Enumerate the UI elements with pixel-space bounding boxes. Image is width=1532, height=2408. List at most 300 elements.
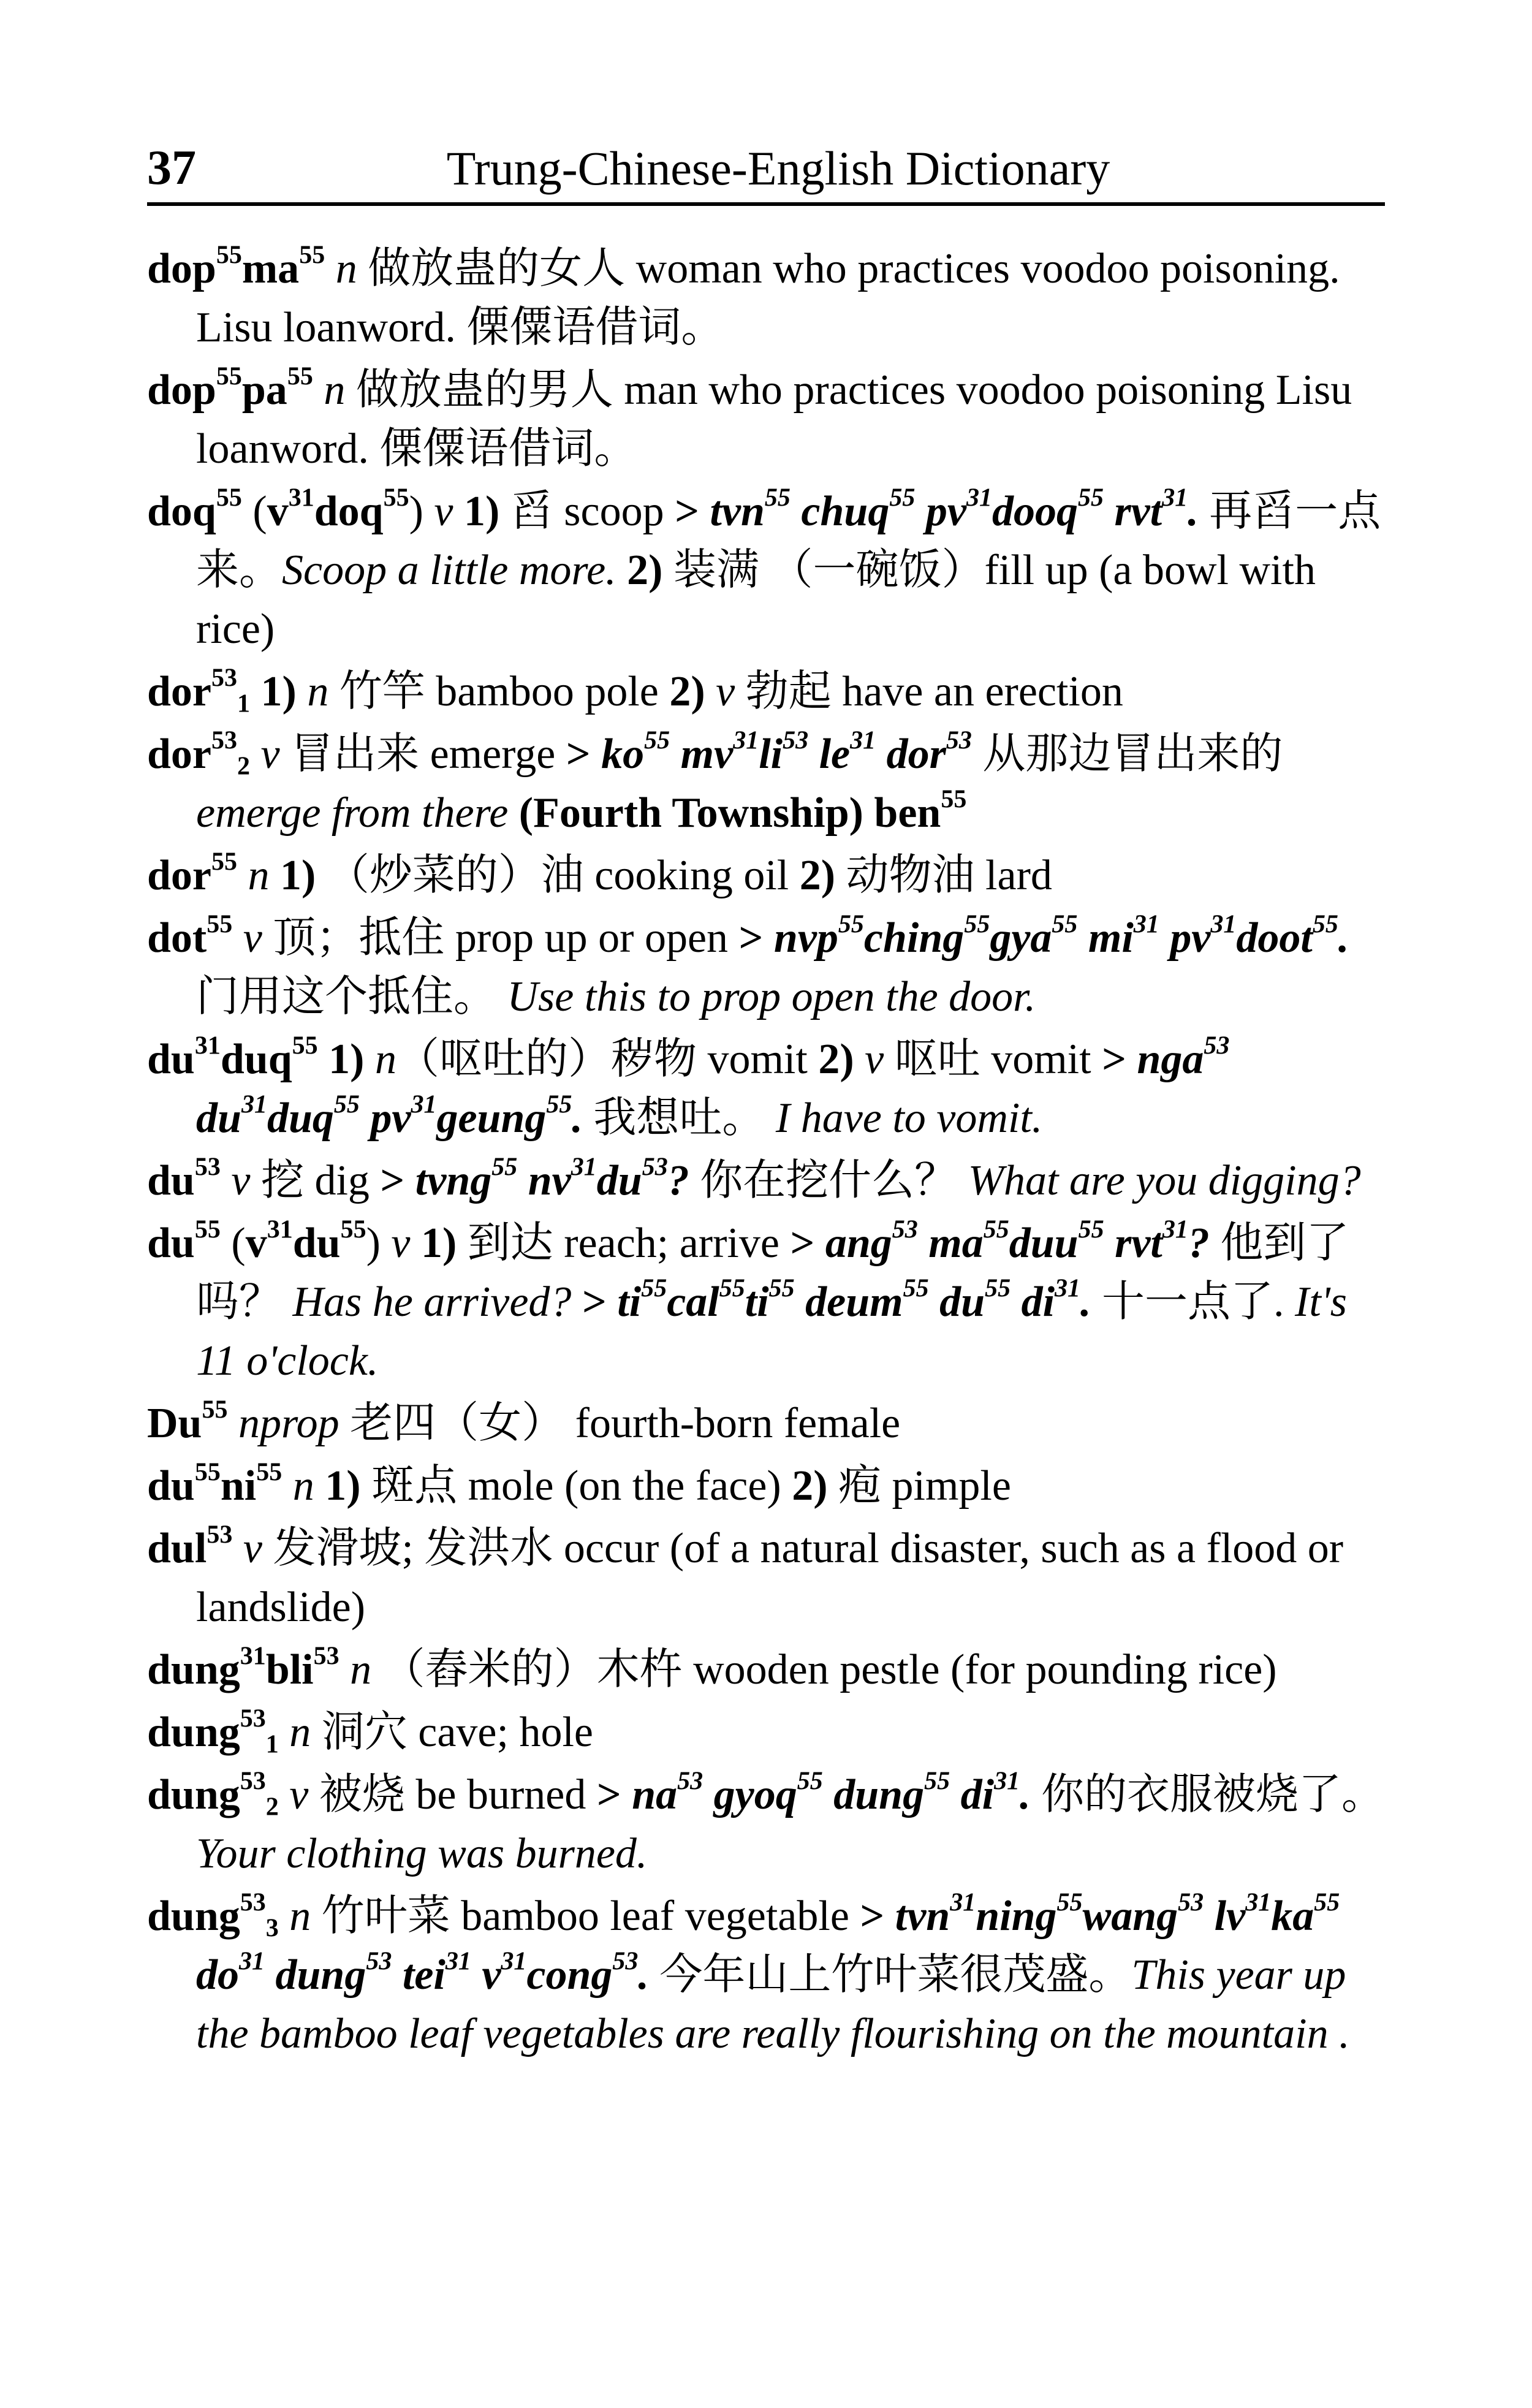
- dictionary-entry: [147, 1519, 1385, 1637]
- tone-superscript: 53: [783, 726, 809, 755]
- entry-text: du: [147, 1462, 195, 1510]
- entry-text: 2): [799, 852, 836, 899]
- entry-text: na: [632, 1771, 678, 1818]
- entry-text: nprop: [238, 1400, 339, 1447]
- tone-superscript: 55: [256, 1458, 283, 1487]
- entry-text: 1): [260, 668, 297, 715]
- entry-text: ti: [617, 1278, 642, 1326]
- entry-text: 1): [463, 488, 500, 535]
- entry-text: v: [245, 1220, 267, 1267]
- entry-text: [339, 1646, 351, 1693]
- tone-superscript: 55: [889, 484, 916, 512]
- homonym-subscript: 3: [265, 1914, 279, 1943]
- entry-text: v: [243, 1525, 262, 1572]
- entry-text: n: [324, 367, 346, 414]
- entry-text: 斑点 mole (on the face): [360, 1462, 792, 1510]
- tone-superscript: 55: [1056, 1888, 1083, 1917]
- tone-superscript: 55: [292, 1031, 318, 1060]
- tone-superscript: 55: [1312, 910, 1338, 939]
- homonym-subscript: 1: [237, 689, 250, 718]
- entry-text: 疱 pimple: [827, 1462, 1011, 1510]
- tone-superscript: 53: [892, 1215, 918, 1244]
- tone-superscript: 53: [240, 1888, 266, 1917]
- entry-text: v: [391, 1220, 411, 1267]
- entry-text: Use this to prop open the door.: [507, 973, 1036, 1020]
- entry-text: .: [1080, 1278, 1091, 1326]
- tone-superscript: 55: [383, 484, 409, 512]
- tone-superscript: 55: [983, 1215, 1009, 1244]
- entry-text: >: [582, 1278, 607, 1326]
- tone-superscript: 53: [240, 1767, 266, 1796]
- entry-text: geung: [436, 1095, 547, 1142]
- entry-text: 你在挖什么？: [689, 1157, 968, 1204]
- entry-text: It's 11 o'clock.: [196, 1278, 1347, 1384]
- entry-text: 竹竿 bamboo pole: [328, 668, 670, 715]
- tone-superscript: 31: [239, 1947, 265, 1976]
- dictionary-entry: [147, 846, 1385, 905]
- tone-superscript: 31: [950, 1888, 976, 1917]
- entry-text: deum: [794, 1278, 903, 1326]
- entry-text: This year up the bamboo leaf vegetables are really flourishing on the mountain .: [196, 1951, 1350, 2057]
- entry-text: (: [241, 488, 267, 535]
- entry-text: [318, 1036, 329, 1083]
- entry-text: cal: [667, 1278, 719, 1326]
- tone-superscript: 55: [194, 1215, 221, 1244]
- tone-superscript: 31: [267, 1215, 293, 1244]
- entry-text: [854, 1036, 865, 1083]
- dictionary-entry: [147, 1030, 1385, 1148]
- tone-superscript: 55: [924, 1767, 950, 1796]
- entry-text: ma: [917, 1220, 984, 1267]
- entry-text: dop: [147, 245, 216, 292]
- tone-superscript: 55: [1077, 484, 1104, 512]
- entry-text: dop: [147, 367, 216, 414]
- tone-superscript: 55: [1052, 910, 1078, 939]
- entry-text: 我想吐。: [582, 1095, 776, 1142]
- entry-text: pv: [359, 1095, 411, 1142]
- entry-text: v: [716, 668, 735, 715]
- entry-text: What are you digging?: [968, 1157, 1361, 1204]
- tone-superscript: 53: [642, 1153, 668, 1182]
- entry-text: 门用这个抵住。: [196, 973, 507, 1020]
- entry-text: 勃起 have an erection: [735, 668, 1123, 715]
- tone-superscript: 31: [240, 1642, 266, 1671]
- entry-text: 1): [328, 1036, 365, 1083]
- entry-text: nga: [1137, 1036, 1204, 1083]
- entry-text: nvp: [773, 914, 838, 962]
- entry-text: n: [335, 245, 357, 292]
- entry-text: tvng: [415, 1157, 492, 1204]
- entry-text: n: [350, 1646, 372, 1693]
- entry-text: [232, 1525, 243, 1572]
- entry-text: lv: [1204, 1893, 1246, 1940]
- entry-text: chuq: [790, 488, 890, 535]
- dictionary-entry: [147, 1887, 1385, 2064]
- entry-text: du: [147, 1157, 195, 1204]
- tone-superscript: 31: [994, 1767, 1020, 1796]
- entry-text: [1126, 1036, 1137, 1083]
- tone-superscript: 55: [719, 1274, 745, 1303]
- entry-text: du: [196, 1095, 241, 1142]
- dictionary-entry: [147, 663, 1385, 721]
- entry-text: Has he arrived?: [292, 1278, 572, 1326]
- entry-text: [763, 914, 774, 962]
- entry-text: [404, 1157, 415, 1204]
- tone-superscript: 55: [838, 910, 864, 939]
- dictionary-entry: [147, 1394, 1385, 1453]
- entry-text: v: [434, 488, 453, 535]
- page-header: [147, 141, 1385, 206]
- entry-text: v: [267, 488, 289, 535]
- entry-text: .: [638, 1951, 649, 1999]
- entry-text: tvn: [895, 1893, 950, 1940]
- entry-text: 竹叶菜 bamboo leaf vegetable: [311, 1893, 860, 1940]
- entry-text: ko: [601, 731, 645, 778]
- tone-superscript: 31: [288, 484, 314, 512]
- entry-text: ning: [976, 1893, 1057, 1940]
- dictionary-page: [147, 141, 1385, 2067]
- tone-superscript: 55: [211, 848, 237, 876]
- entry-text: .: [1338, 914, 1349, 962]
- entry-text: [297, 668, 308, 715]
- tone-superscript: 31: [1055, 1274, 1081, 1303]
- entry-text: (Fourth Township) ben: [518, 789, 941, 837]
- entry-text: du: [147, 1036, 195, 1083]
- tone-superscript: 31: [1162, 484, 1188, 512]
- tone-superscript: 53: [612, 1947, 639, 1976]
- entry-text: v: [231, 1157, 251, 1204]
- tone-superscript: 31: [445, 1947, 471, 1976]
- entry-text: [410, 1220, 421, 1267]
- entry-text: [250, 668, 261, 715]
- entry-text: cong: [526, 1951, 613, 1999]
- entry-text: 你的衣服被烧了。: [1030, 1771, 1385, 1818]
- tone-superscript: 55: [216, 241, 242, 270]
- entry-text: (: [220, 1220, 246, 1267]
- entry-text: 舀 scoop: [499, 488, 675, 535]
- tone-superscript: 55: [641, 1274, 667, 1303]
- entry-text: mv: [670, 731, 734, 778]
- tone-superscript: 55: [941, 785, 967, 814]
- tone-superscript: 55: [491, 1153, 518, 1182]
- entry-text: （呕吐的）秽物 vomit: [396, 1036, 819, 1083]
- entry-text: dor: [876, 731, 946, 778]
- tone-superscript: 55: [903, 1274, 929, 1303]
- dictionary-entry: [147, 725, 1385, 843]
- entry-text: v: [865, 1036, 884, 1083]
- entry-text: ching: [863, 914, 965, 962]
- entry-text: dot: [147, 914, 207, 962]
- entry-text: dul: [147, 1525, 207, 1572]
- tone-superscript: 31: [1162, 1215, 1188, 1244]
- entry-text: ma: [241, 245, 300, 292]
- entry-text: n: [374, 1036, 396, 1083]
- entry-text: v: [243, 914, 262, 962]
- entry-text: dor: [147, 731, 211, 778]
- tone-superscript: 53: [677, 1767, 703, 1796]
- entry-text: 做放蛊的男人 man who practices voodoo poisoning Lisu loanword. 傈僳语借词。: [196, 367, 1352, 473]
- tone-superscript: 55: [207, 910, 233, 939]
- entry-text: 发滑坡; 发洪水 occur (of a natural disaster, such as a flood or landslide): [196, 1525, 1344, 1631]
- entry-text: 被烧 be burned: [308, 1771, 597, 1818]
- tone-superscript: 53: [1204, 1031, 1230, 1060]
- entry-text: [279, 1709, 290, 1756]
- entry-text: 1): [325, 1462, 361, 1510]
- tone-superscript: 55: [546, 1090, 572, 1119]
- entry-text: [453, 488, 464, 535]
- entry-text: 老四（女） fourth-born female: [339, 1400, 901, 1447]
- entry-text: pa: [241, 367, 287, 414]
- entry-text: [325, 245, 336, 292]
- dictionary-entry: [147, 482, 1385, 659]
- tone-superscript: 31: [501, 1947, 527, 1976]
- entry-text: doq: [314, 488, 384, 535]
- entry-text: [250, 731, 261, 778]
- entry-text: [279, 1771, 290, 1818]
- entry-text: [221, 1157, 232, 1204]
- entry-text: 动物油 lard: [835, 852, 1052, 899]
- entry-text: rvt: [1104, 1220, 1162, 1267]
- entry-text: 1): [420, 1220, 457, 1267]
- entry-text: 到达 reach; arrive: [457, 1220, 791, 1267]
- entry-text: dooq: [992, 488, 1078, 535]
- homonym-subscript: 2: [265, 1793, 279, 1821]
- entry-text: [607, 1278, 618, 1326]
- dictionary-entry: [147, 909, 1385, 1027]
- entry-text: 冒出来 emerge: [279, 731, 566, 778]
- entry-text: tei: [392, 1951, 446, 1999]
- entry-text: ): [366, 1220, 392, 1267]
- entry-text: du: [928, 1278, 985, 1326]
- entry-text: 1): [280, 852, 316, 899]
- entry-text: dung: [265, 1951, 366, 1999]
- tone-superscript: 55: [202, 1396, 228, 1424]
- tone-superscript: 55: [985, 1274, 1011, 1303]
- entry-text: [313, 367, 324, 414]
- tone-superscript: 53: [240, 1704, 266, 1733]
- entry-text: pv: [915, 488, 966, 535]
- entry-text: [814, 1220, 825, 1267]
- entry-text: Your clothing was burned.: [196, 1830, 648, 1877]
- entry-text: dung: [147, 1646, 240, 1693]
- dictionary-entry: [147, 1152, 1385, 1210]
- entry-text: pv: [1159, 914, 1211, 962]
- entry-text: 顶；抵住 prop up or open: [262, 914, 739, 962]
- homonym-subscript: 1: [265, 1730, 279, 1759]
- page-number: 37: [147, 141, 196, 195]
- entry-text: ka: [1271, 1893, 1314, 1940]
- tone-superscript: 31: [241, 1090, 267, 1119]
- entry-text: [237, 852, 248, 899]
- tone-superscript: 31: [194, 1031, 221, 1060]
- entry-text: v: [260, 731, 280, 778]
- entry-text: n: [292, 1462, 314, 1510]
- entry-text: n: [307, 668, 329, 715]
- entry-text: n: [289, 1893, 311, 1940]
- entry-text: 十一点了.: [1091, 1278, 1295, 1326]
- entry-text: [232, 914, 243, 962]
- entry-text: .: [572, 1095, 583, 1142]
- tone-superscript: 55: [216, 362, 242, 391]
- tone-superscript: 53: [313, 1642, 339, 1671]
- running-title: Trung-Chinese-English Dictionary: [446, 142, 1110, 195]
- entry-text: 挖 dig: [250, 1157, 381, 1204]
- entry-text: gyoq: [703, 1771, 797, 1818]
- tone-superscript: 31: [411, 1090, 437, 1119]
- tone-superscript: 53: [207, 1521, 233, 1549]
- entry-text: [314, 1462, 325, 1510]
- entry-text: [591, 731, 602, 778]
- tone-superscript: 31: [733, 726, 759, 755]
- entry-text: （炒菜的）油 cooking oil: [316, 852, 800, 899]
- tone-superscript: 55: [194, 1458, 221, 1487]
- entry-text: di: [950, 1771, 995, 1818]
- entry-text: [279, 1893, 290, 1940]
- entry-text: 洞穴 cave; hole: [311, 1709, 593, 1756]
- entry-text: >: [790, 1220, 815, 1267]
- entry-text: duq: [267, 1095, 334, 1142]
- entry-text: ti: [745, 1278, 769, 1326]
- entry-text: dung: [147, 1771, 240, 1818]
- entry-text: doq: [147, 488, 216, 535]
- entry-text: wang: [1082, 1893, 1178, 1940]
- entry-text: n: [248, 852, 270, 899]
- dictionary-entry: [147, 1703, 1385, 1762]
- entry-text: >: [380, 1157, 405, 1204]
- tone-superscript: 53: [194, 1153, 221, 1182]
- tone-superscript: 31: [1245, 1888, 1272, 1917]
- entry-text: >: [1102, 1036, 1126, 1083]
- tone-superscript: 53: [211, 664, 237, 693]
- tone-superscript: 55: [797, 1767, 823, 1796]
- entry-text: Du: [147, 1400, 202, 1447]
- entry-text: tvn: [710, 488, 765, 535]
- tone-superscript: 55: [216, 484, 242, 512]
- entry-text: li: [759, 731, 783, 778]
- tone-superscript: 55: [1314, 1888, 1340, 1917]
- entry-text: [705, 668, 716, 715]
- tone-superscript: 53: [366, 1947, 392, 1976]
- entry-text: [364, 1036, 375, 1083]
- tone-superscript: 55: [764, 484, 791, 512]
- dictionary-entries: [147, 240, 1385, 2064]
- entry-text: 从那边冒出来的: [971, 731, 1283, 778]
- tone-superscript: 31: [850, 726, 876, 755]
- entry-text: ?: [1188, 1220, 1210, 1267]
- tone-superscript: 53: [211, 726, 237, 755]
- entry-text: nv: [517, 1157, 571, 1204]
- entry-text: [699, 488, 710, 535]
- dictionary-entry: [147, 1641, 1385, 1700]
- entry-text: ni: [220, 1462, 257, 1510]
- entry-text: n: [289, 1709, 311, 1756]
- tone-superscript: 31: [966, 484, 992, 512]
- dictionary-entry: [147, 361, 1385, 479]
- entry-text: 今年山上竹叶菜很茂盛。: [648, 1951, 1132, 1999]
- tone-superscript: 55: [340, 1215, 366, 1244]
- entry-text: （舂米的）木杵 wooden pestle (for pounding rice): [371, 1646, 1277, 1693]
- entry-text: 装满 （一碗饭）fill up (a bowl with rice): [196, 547, 1316, 653]
- entry-text: dung: [147, 1709, 240, 1756]
- entry-text: dung: [822, 1771, 925, 1818]
- entry-text: .: [1188, 488, 1199, 535]
- entry-text: 再舀一点来。: [196, 488, 1381, 594]
- entry-text: du: [596, 1157, 642, 1204]
- entry-text: 呕吐 vomit: [884, 1036, 1102, 1083]
- entry-text: duu: [1009, 1220, 1079, 1267]
- entry-text: dung: [147, 1893, 240, 1940]
- entry-text: [884, 1893, 895, 1940]
- entry-text: doot: [1236, 914, 1313, 962]
- entry-text: >: [860, 1893, 885, 1940]
- dictionary-entry: [147, 1457, 1385, 1516]
- entry-text: le: [808, 731, 851, 778]
- dictionary-entry: [147, 1214, 1385, 1391]
- tone-superscript: 31: [1133, 910, 1159, 939]
- tone-superscript: 55: [287, 362, 313, 391]
- entry-text: du: [292, 1220, 341, 1267]
- entry-text: bli: [265, 1646, 314, 1693]
- entry-text: 2): [669, 668, 705, 715]
- entry-text: .: [1020, 1771, 1031, 1818]
- dictionary-entry: [147, 240, 1385, 357]
- entry-text: 他到了吗？: [196, 1220, 1349, 1326]
- entry-text: duq: [220, 1036, 292, 1083]
- entry-text: ang: [825, 1220, 892, 1267]
- entry-text: [227, 1400, 238, 1447]
- entry-text: do: [196, 1951, 239, 1999]
- entry-text: v: [289, 1771, 309, 1818]
- entry-text: mi: [1077, 914, 1134, 962]
- entry-text: I have to vomit.: [775, 1095, 1043, 1142]
- entry-text: 2): [627, 547, 663, 594]
- entry-text: 2): [818, 1036, 854, 1083]
- tone-superscript: 55: [964, 910, 990, 939]
- dictionary-entry: [147, 1766, 1385, 1883]
- entry-text: [282, 1462, 293, 1510]
- entry-text: [508, 789, 519, 837]
- entry-text: >: [596, 1771, 621, 1818]
- entry-text: [616, 547, 628, 594]
- entry-text: >: [675, 488, 699, 535]
- entry-text: >: [566, 731, 591, 778]
- homonym-subscript: 2: [237, 752, 250, 781]
- entry-text: 2): [792, 1462, 828, 1510]
- entry-text: [270, 852, 281, 899]
- tone-superscript: 53: [946, 726, 972, 755]
- tone-superscript: 55: [768, 1274, 795, 1303]
- entry-text: >: [738, 914, 764, 962]
- entry-text: [571, 1278, 582, 1326]
- tone-superscript: 31: [1210, 910, 1237, 939]
- entry-text: du: [147, 1220, 195, 1267]
- tone-superscript: 55: [299, 241, 325, 270]
- entry-text: dor: [147, 668, 211, 715]
- tone-superscript: 53: [1178, 1888, 1204, 1917]
- entry-text: dor: [147, 852, 211, 899]
- tone-superscript: 55: [1078, 1215, 1104, 1244]
- entry-text: [621, 1771, 632, 1818]
- entry-text: ?: [667, 1157, 689, 1204]
- entry-text: di: [1011, 1278, 1055, 1326]
- entry-text: v: [471, 1951, 501, 1999]
- tone-superscript: 55: [644, 726, 670, 755]
- tone-superscript: 31: [571, 1153, 597, 1182]
- entry-text: Scoop a little more.: [282, 547, 616, 594]
- entry-text: gya: [990, 914, 1052, 962]
- tone-superscript: 55: [333, 1090, 360, 1119]
- entry-text: emerge from there: [196, 789, 509, 837]
